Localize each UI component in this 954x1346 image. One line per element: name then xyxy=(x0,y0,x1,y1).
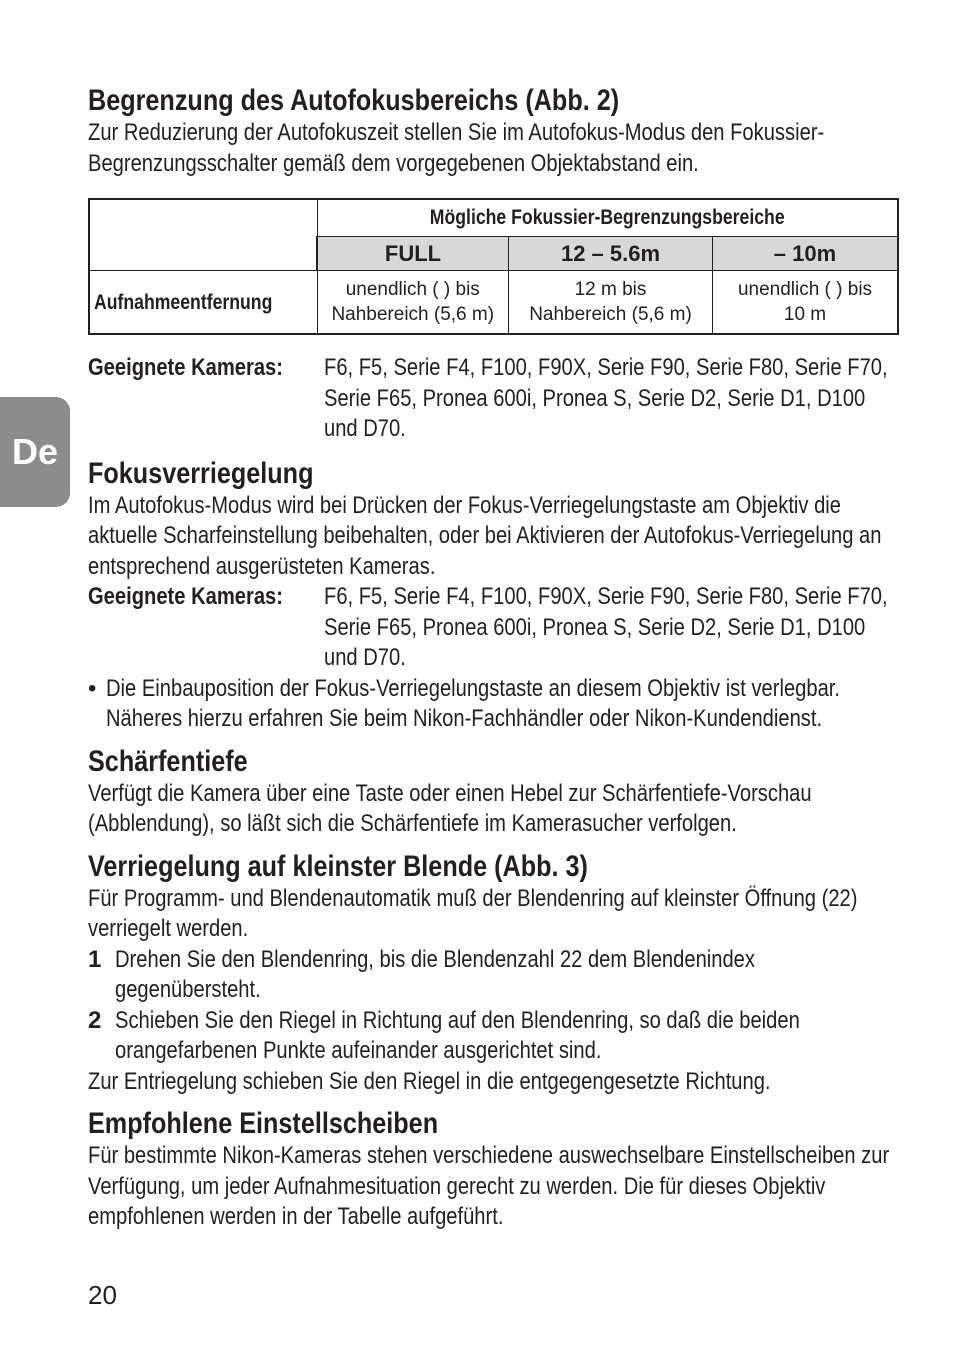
bullet-mark: • xyxy=(88,674,97,702)
section-body-focus-lock: Im Autofokus-Modus wird bei Drücken der Fokus-Verriegelungstaste am Objektiv die aktuelle Scharfeinstellung beibehalten, oder bei Aktivieren der Autofokus-Verriegelung an entsprechend ausgerüsteten Kameras. xyxy=(88,491,882,580)
table-cell: unendlich ( ) bis Nahbereich (5,6 m) xyxy=(317,271,509,335)
table-column-12-5.6m: 12 – 5.6m xyxy=(509,237,713,271)
table-column-full: FULL xyxy=(317,237,509,271)
step-number: 2 xyxy=(88,1006,102,1034)
table-header: Mögliche Fokussier-Begrenzungsbereiche xyxy=(317,199,898,237)
focus-limit-table xyxy=(88,198,899,335)
section-title-focus-lock: Fokusverriegelung xyxy=(88,456,314,490)
table-column-10m: – 10m xyxy=(713,237,899,271)
table-row-label: Aufnahmeentfernung xyxy=(89,271,317,335)
compatible-cameras xyxy=(88,582,900,674)
focus-lock-note-text: Die Einbauposition der Fokus-Verriegelungstaste an diesem Objektiv ist verlegbar. Näheres hierzu erfahren Sie beim Nikon-Fachhändler oder Nikon-Kundendienst. xyxy=(106,674,840,732)
compatible-cameras-label: Geeignete Kameras: xyxy=(88,354,283,381)
section-title-depth-of-field: Schärfentiefe xyxy=(88,744,248,778)
step-number: 1 xyxy=(88,945,102,973)
page-number: 20 xyxy=(88,1280,117,1310)
section-title-min-aperture-lock: Verriegelung auf kleinster Blende (Abb. 3) xyxy=(88,849,588,883)
language-tab xyxy=(0,397,70,507)
step-item xyxy=(88,1006,900,1067)
page-content xyxy=(88,84,900,1233)
step-item xyxy=(88,945,900,1006)
language-tab-label: De xyxy=(11,431,59,472)
step-text: Drehen Sie den Blendenring, bis die Blendenzahl 22 dem Blendenindex gegenübersteht. xyxy=(115,945,755,1003)
step-text: Schieben Sie den Riegel in Richtung auf den Blendenring, so daß die beiden orangefarbenen Punkte aufeinander ausgerichtet sind. xyxy=(115,1006,800,1064)
compatible-cameras-list: F6, F5, Serie F4, F100, F90X, Serie F90, Serie F80, Serie F70, Serie F65, Pronea 600i, Pronea S, Serie D2, Serie D1, D100 und D70. xyxy=(324,583,888,671)
compatible-cameras-label: Geeignete Kameras: xyxy=(88,583,283,610)
table-cell: 12 m bis Nahbereich (5,6 m) xyxy=(509,271,713,335)
table-cell: unendlich ( ) bis 10 m xyxy=(713,271,899,335)
focus-lock-note xyxy=(88,674,900,735)
section-body-autofocus-range: Zur Reduzierung der Autofokuszeit stellen Sie im Autofokus-Modus den Fokussier-Begrenzungsschalter gemäß dem vorgegebenen Objektabstand ein. xyxy=(88,119,825,177)
table-empty-corner xyxy=(89,199,317,271)
section-body-depth-of-field: Verfügt die Kamera über eine Taste oder einen Hebel zur Schärfentiefe-Vorschau (Abblendung), so läßt sich die Schärfentiefe im Kamerasucher verfolgen. xyxy=(88,779,812,837)
section-title-autofocus-range: Begrenzung des Autofokusbereichs (Abb. 2) xyxy=(88,84,620,117)
section-body-screens: Für bestimmte Nikon-Kameras stehen verschiedene auswechselbare Einstellscheiben zur Verfügung, um jeder Aufnahmesituation gerecht zu werden. Die für dieses Objektiv empfohlenen werden in der Tabelle aufgeführt. xyxy=(88,1142,890,1230)
compatible-cameras-list: F6, F5, Serie F4, F100, F90X, Serie F90, Serie F80, Serie F70, Serie F65, Pronea 600i, Pronea S, Serie D2, Serie D1, D100 und D70. xyxy=(324,354,888,442)
section-title-screens: Empfohlene Einstellscheiben xyxy=(88,1107,439,1140)
section-body-min-aperture-lock: Für Programm- und Blendenautomatik muß der Blendenring auf kleinster Öffnung (22) verriegelt werden. xyxy=(88,884,858,942)
unlock-instruction: Zur Entriegelung schieben Sie den Riegel in die entgegengesetzte Richtung. xyxy=(88,1067,771,1095)
compatible-cameras xyxy=(88,353,900,445)
